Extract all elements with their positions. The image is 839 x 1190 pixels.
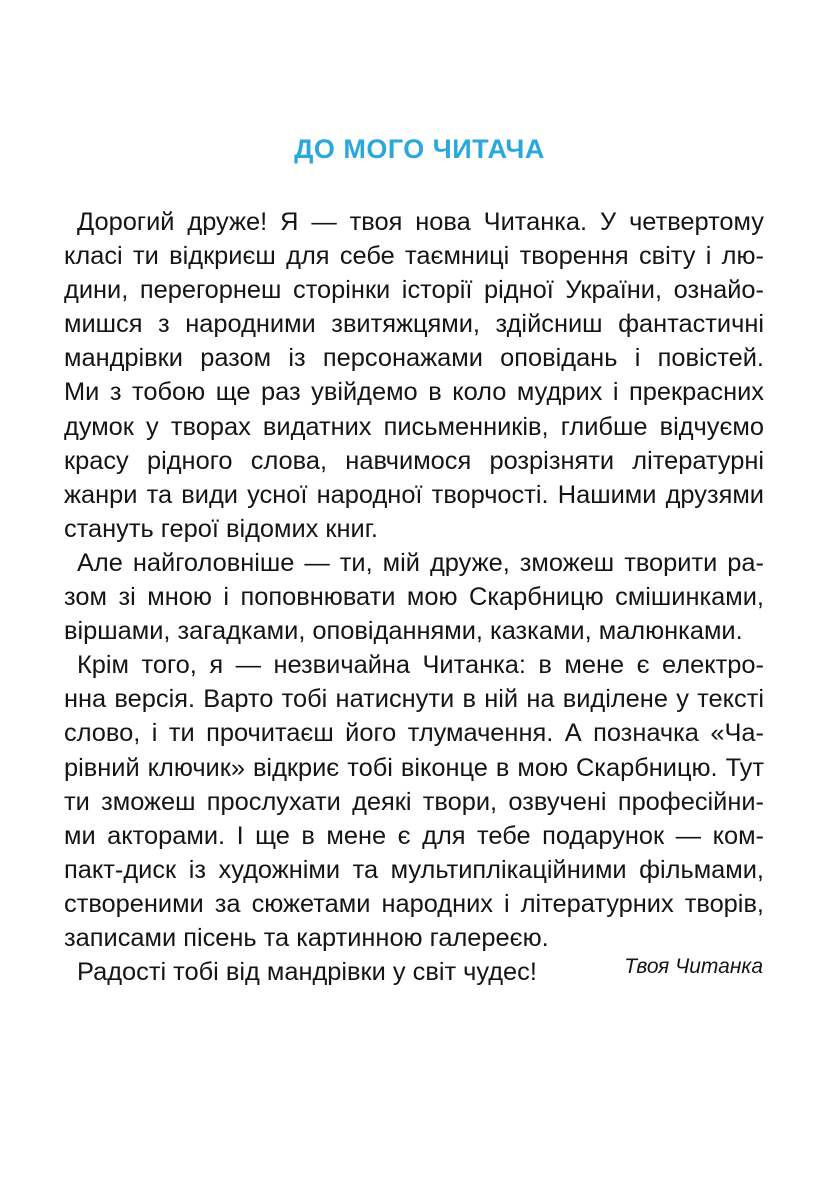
text-line: думок у творах видатних письменників, глибше відчуємо [64,412,764,441]
text-line: Дорогий друже! Я — твоя нова Читанка. У четвертому [77,208,764,236]
text-line: дини, перегорнеш сторінки історії рідної України, ознайо- [64,276,764,305]
text-line: рівний ключик» відкриє тобі віконце в мою Скарбницю. Тут [64,753,764,782]
text-line: ти зможеш прослухати деякі твори, озвучені професійни- [64,787,764,816]
text-line: Ми з тобою ще раз увійдемо в коло мудрих і прекрасних [64,378,764,407]
text-line: мандрівки разом із персонажами оповідань і повістей. [64,344,764,373]
text-line: слово, і ти прочитаєш його тлумачення. А позначка «Ча- [64,719,764,748]
text-line: Крім того, я — незвичайна Читанка: в мене є електро- [77,651,764,680]
text-line: класі ти відкриєш для себе таємниці творення світу і лю- [64,242,764,271]
text-line: красу рідного слова, навчимося розрізняти літературні [64,446,764,475]
text-line: мишся з народними звитяжцями, здійсниш фантастичні [64,310,764,339]
text-line: пакт-диск із художніми та мультиплікаційними фільмами, [64,855,764,884]
paragraph [64,546,764,648]
text-line: ми акторами. І ще в мене є для тебе подарунок — ком- [64,821,764,850]
text-line: зом зі мною і поповнювати мою Скарбницю смішинками, [64,583,764,612]
paragraph [64,648,764,955]
text-line: створеними за сюжетами народних і літературних творів, [64,889,764,918]
text-line: жанри та види усної народної творчості. Нашими друзями [64,480,764,509]
text-line: записами пісень та картинною галереєю. [64,923,549,952]
text-line: стануть герої відомих книг. [64,514,378,543]
letter-body [64,205,764,989]
page-title: ДО МОГО ЧИТАЧА [294,134,545,164]
text-line: віршами, загадками, оповіданнями, казками, малюнками. [64,617,743,646]
text-line: нна версія. Варто тобі натиснути в ній на виділене у тексті [64,685,764,714]
paragraph [64,205,764,546]
text-line: Але найголовніше — ти, мій друже, зможеш творити ра- [77,548,764,577]
signature: Твоя Читанка [624,955,763,978]
text-line: Радості тобі від мандрівки у світ чудес! [77,958,537,987]
